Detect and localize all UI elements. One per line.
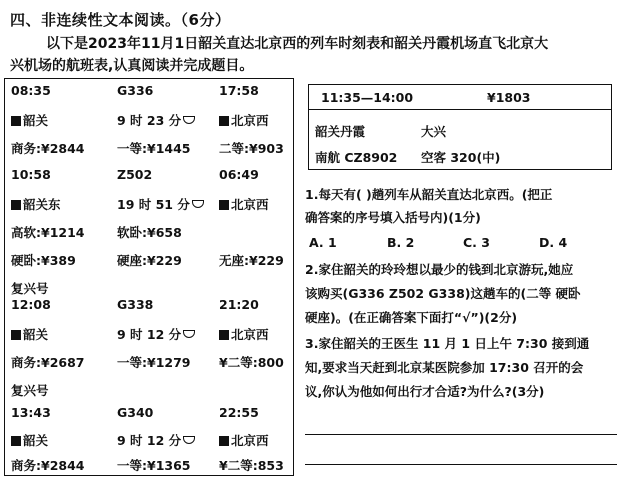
to-station: 北京西 (219, 111, 269, 129)
from-station: 韶关 (11, 111, 48, 129)
clock-icon (183, 330, 195, 338)
train-row-prices (5, 223, 295, 243)
price: ¥二等:800 (219, 355, 284, 370)
arrive-time: 22:55 (219, 405, 259, 420)
train-row-route (5, 111, 295, 131)
train-number: G340 (117, 405, 154, 420)
question-3-line-2: 知,要求当天赶到北京某医院参加 17:30 召开的会 (305, 360, 584, 375)
option-c: C. 3 (463, 235, 490, 250)
flight-schedule (308, 84, 612, 170)
train-row-header (5, 405, 295, 425)
train-row-header (5, 83, 295, 103)
train-type: 复兴号 (11, 281, 49, 296)
flight-price: ¥1803 (487, 90, 531, 105)
answer-line[interactable] (305, 464, 617, 465)
from-station: 韶关东 (11, 195, 61, 213)
train-row-route (5, 325, 295, 345)
intro-line-2: 兴机场的航班表,认真阅读并完成题目。 (10, 58, 254, 74)
train-row-header (5, 167, 295, 187)
square-bullet-icon (11, 330, 21, 340)
train-row-route (5, 195, 295, 215)
flight-number: 南航 CZ8902 (315, 150, 398, 165)
question-2-line-3: 硬座)。(在正确答案下面打“√”)(2分) (305, 310, 518, 325)
square-bullet-icon (11, 116, 21, 126)
price: ¥二等:853 (219, 458, 284, 473)
price: 硬座:¥229 (117, 253, 182, 268)
duration: 9 时 12 分 (117, 325, 195, 343)
flight-to: 大兴 (421, 124, 447, 139)
to-station: 北京西 (219, 325, 269, 343)
square-bullet-icon (219, 436, 229, 446)
train-type: 复兴号 (11, 383, 49, 398)
question-2-line-2: 该购买(G336 Z502 G338)这趟车的(二等 硬卧 (305, 286, 581, 301)
square-bullet-icon (219, 116, 229, 126)
square-bullet-icon (219, 200, 229, 210)
price: 商务:¥2687 (11, 355, 85, 370)
question-3-line-1: 3.家住韶关的王医生 11 月 1 日上午 7:30 接到通 (305, 336, 590, 351)
price: 商务:¥2844 (11, 458, 85, 473)
arrive-time: 17:58 (219, 83, 259, 98)
train-row-prices (5, 456, 295, 476)
clock-icon (192, 200, 204, 208)
question-2-line-1: 2.家住韶关的玲玲想以最少的钱到北京游玩,她应 (305, 262, 574, 277)
divider (309, 109, 611, 110)
depart-time: 12:08 (11, 297, 51, 312)
price: 一等:¥1279 (117, 355, 191, 370)
train-number: Z502 (117, 167, 153, 182)
arrive-time: 21:20 (219, 297, 259, 312)
price: 二等:¥903 (219, 141, 284, 156)
flight-from: 韶关丹霞 (315, 124, 366, 139)
price: 高软:¥1214 (11, 225, 85, 240)
depart-time: 13:43 (11, 405, 51, 420)
to-station: 北京西 (219, 431, 269, 449)
train-row-route (5, 431, 295, 451)
depart-time: 10:58 (11, 167, 51, 182)
train-number: G336 (117, 83, 154, 98)
train-number: G338 (117, 297, 154, 312)
square-bullet-icon (11, 436, 21, 446)
from-station: 韶关 (11, 431, 48, 449)
depart-time: 08:35 (11, 83, 51, 98)
intro-line-1: 以下是2023年11月1日韶关直达北京西的列车时刻表和韶关丹霞机场直飞北京大 (46, 36, 549, 52)
from-station: 韶关 (11, 325, 48, 343)
square-bullet-icon (219, 330, 229, 340)
flight-aircraft: 空客 320(中) (421, 150, 501, 165)
duration: 9 时 23 分 (117, 111, 195, 129)
train-row-prices (5, 251, 295, 271)
clock-icon (183, 436, 195, 444)
price: 硬卧:¥389 (11, 253, 76, 268)
price: 商务:¥2844 (11, 141, 85, 156)
question-3-line-3: 议,你认为他如何出行才合适?为什么?(3分) (305, 384, 545, 399)
train-row-header (5, 297, 295, 317)
train-timetable (4, 78, 294, 476)
question-1-line-1: 1.每天有( )趟列车从韶关直达北京西。(把正 (305, 187, 553, 202)
clock-icon (183, 116, 195, 124)
option-b: B. 2 (387, 235, 415, 250)
option-a: A. 1 (309, 235, 337, 250)
flight-time: 11:35—14:00 (321, 90, 414, 105)
square-bullet-icon (11, 200, 21, 210)
price: 一等:¥1445 (117, 141, 191, 156)
answer-line[interactable] (305, 434, 617, 435)
train-row-note (5, 381, 295, 401)
train-row-note (5, 279, 295, 299)
arrive-time: 06:49 (219, 167, 259, 182)
question-1-line-2: 确答案的序号填入括号内)(1分) (305, 210, 481, 225)
price: 一等:¥1365 (117, 458, 191, 473)
train-row-prices (5, 139, 295, 159)
option-d: D. 4 (539, 235, 568, 250)
to-station: 北京西 (219, 195, 269, 213)
duration: 9 时 12 分 (117, 431, 195, 449)
train-row-prices (5, 353, 295, 373)
duration: 19 时 51 分 (117, 195, 204, 213)
price: 无座:¥229 (219, 253, 284, 268)
section-heading: 四、非连续性文本阅读。（6分） (10, 11, 231, 29)
price: 软卧:¥658 (117, 225, 182, 240)
